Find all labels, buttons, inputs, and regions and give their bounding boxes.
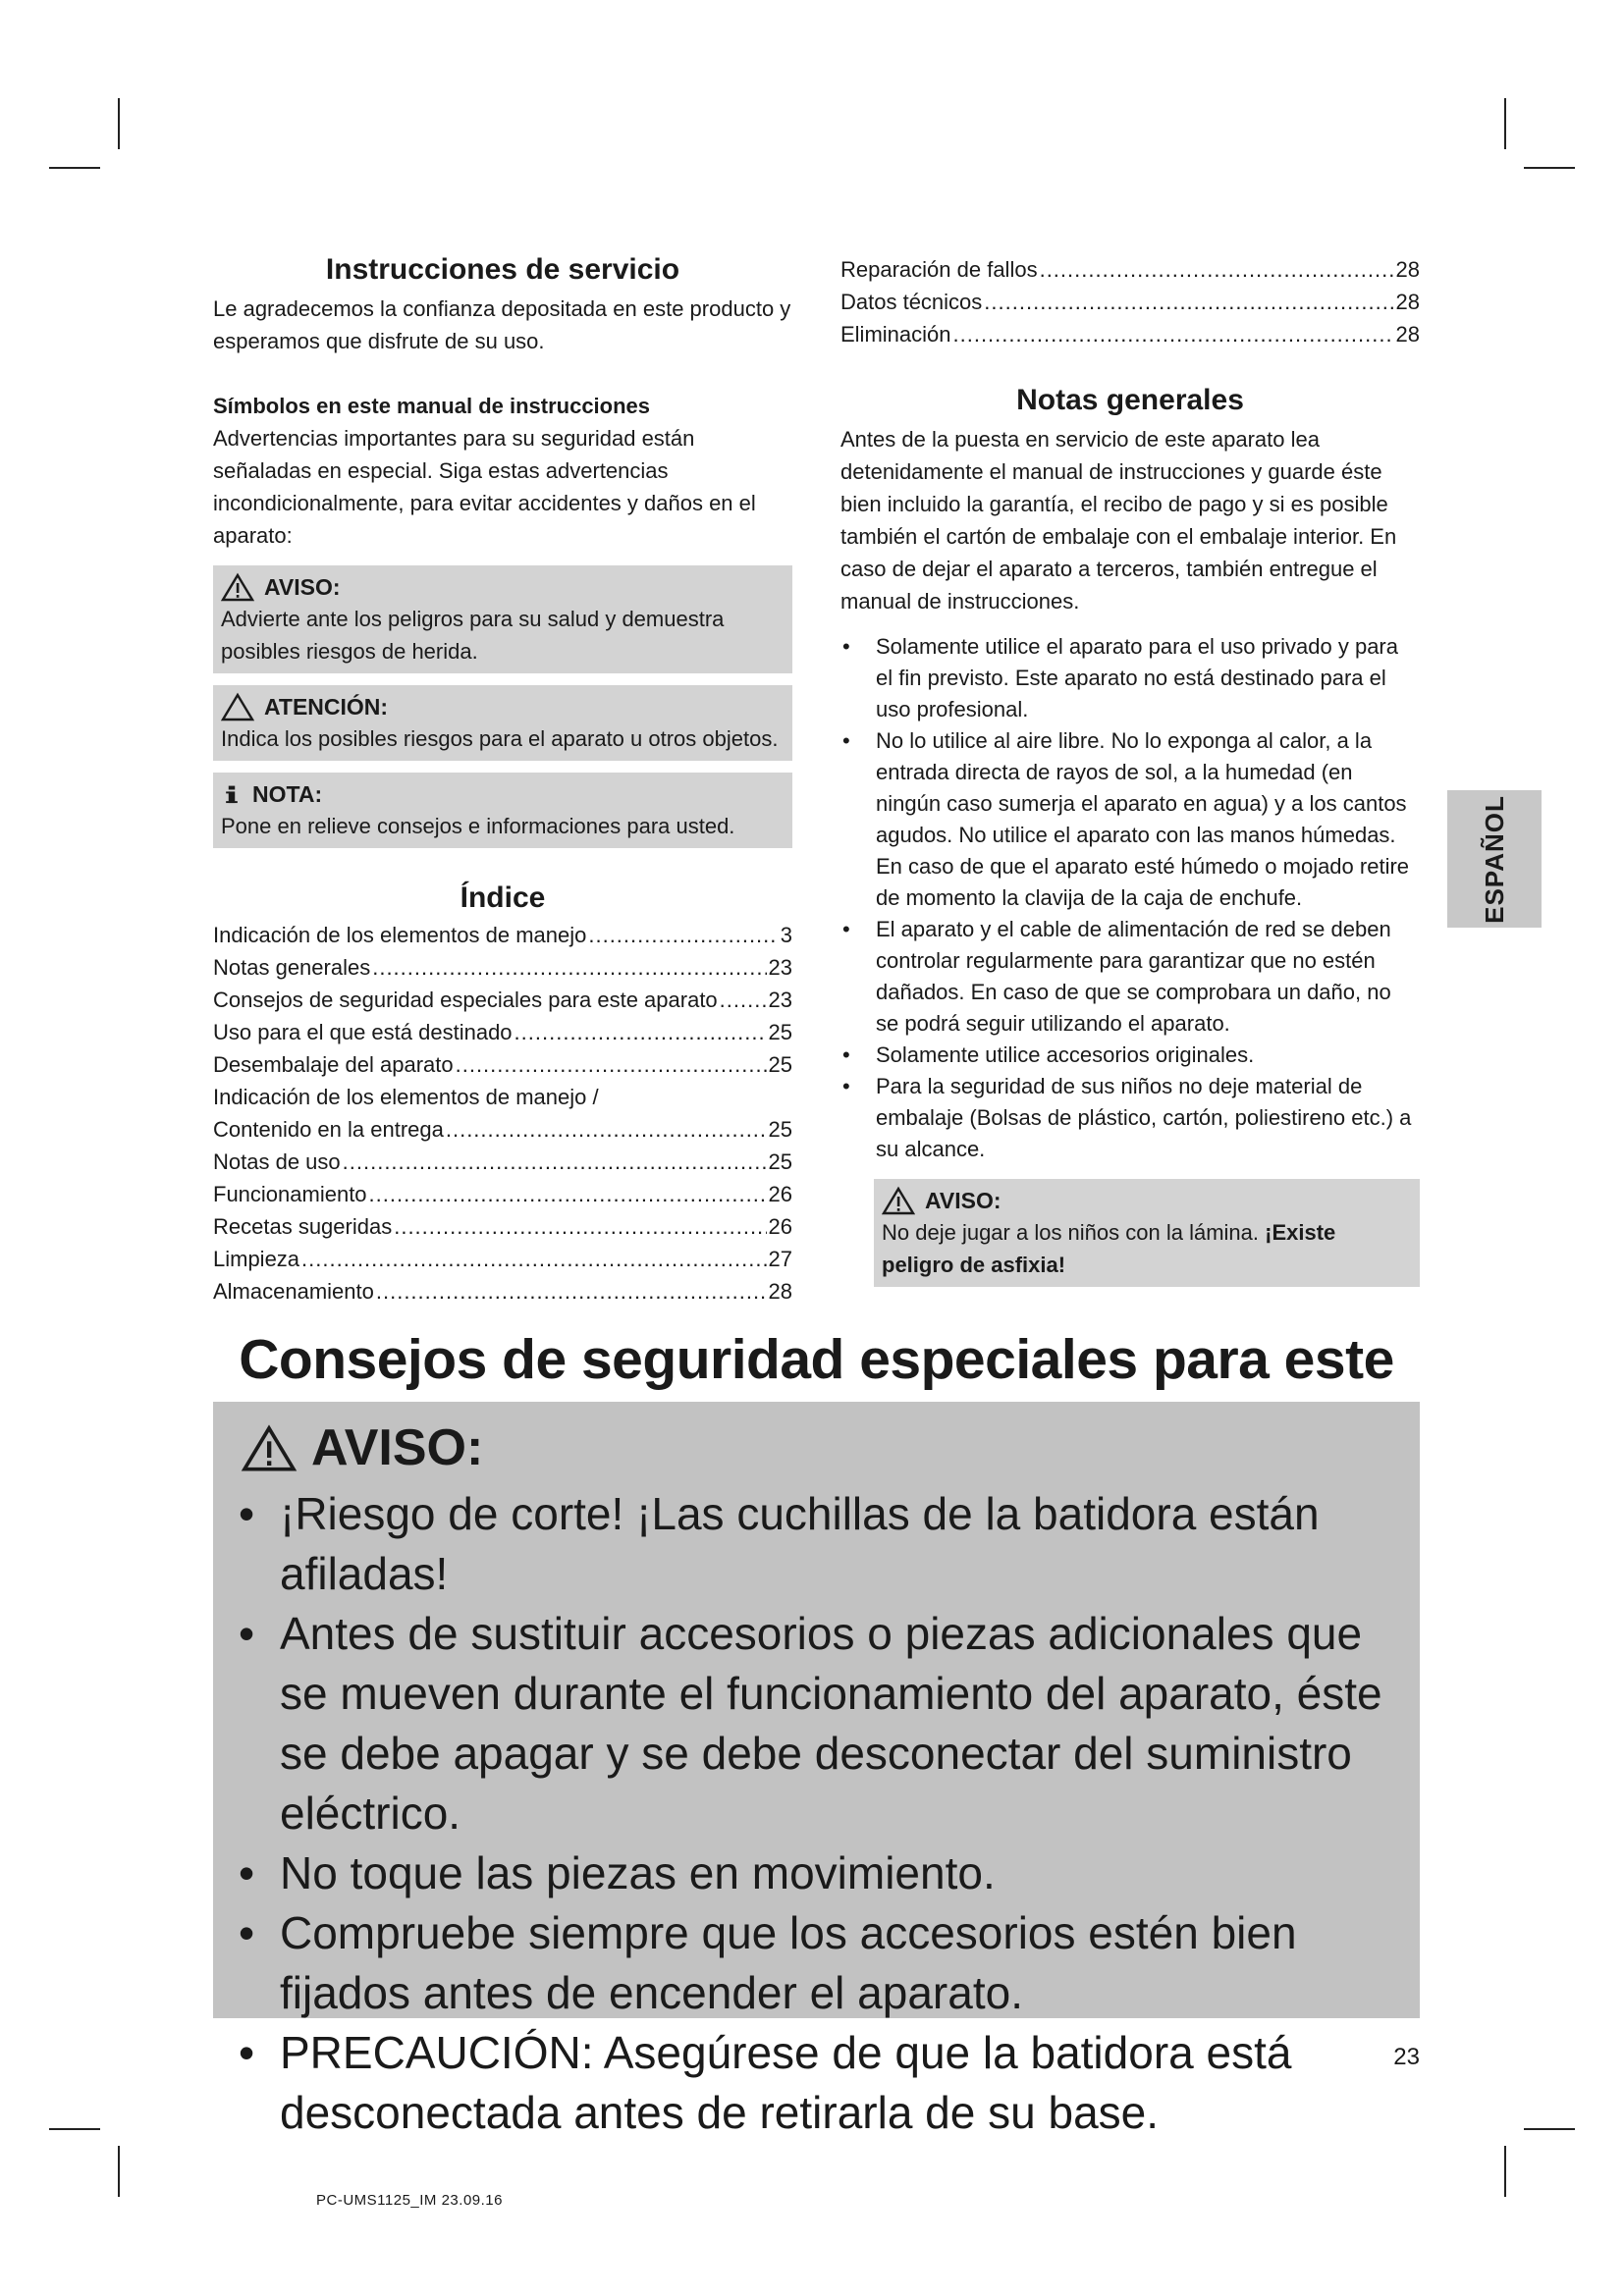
crop-mark — [1504, 2146, 1506, 2197]
index-title: Índice — [460, 881, 546, 914]
language-tab — [1447, 790, 1542, 928]
list-item: • No toque las piezas en movimiento. — [227, 1843, 1406, 1903]
list-item: • ¡Riesgo de corte! ¡Las cuchillas de la batidora están afiladas! — [227, 1484, 1406, 1604]
index-entry: Contenido en la entrega ..... 25 — [213, 1113, 792, 1146]
notes-aviso-bold: ¡Existe peligro de asfixia! — [882, 1220, 1336, 1277]
index-list-continued — [840, 253, 1420, 350]
index-entry: Almacenamiento ..... 28 — [213, 1275, 792, 1308]
safety-heading: AVISO: — [311, 1419, 484, 1476]
notes-aviso-text: No deje jugar a los niños con la lámina. — [882, 1220, 1266, 1245]
crop-mark — [1524, 167, 1575, 169]
notes-text: Antes de la puesta en servicio de este aparato lea detenidamente el manual de instrucciones y guarde éste bien incluido la garantía, el recibo de pago y si es posible también el cartón de embalaje con el embalaje interior. En caso de dejar el aparato a terceros, también entregue el manual de instrucciones. — [840, 427, 1397, 614]
index-entry: Consejos de seguridad especiales para este aparato ..... 23 — [213, 984, 792, 1016]
list-item: • Antes de sustituir accesorios o piezas adicionales que se mueven durante el funcionamiento del aparato, éste se debe apagar y se debe desconectar del suministro eléctrico. — [227, 1604, 1406, 1843]
aviso-text: Advierte ante los peligros para su salud y demuestra posibles riesgos de herida. — [221, 607, 725, 664]
index-entry: Indicación de los elementos de manejo / — [213, 1085, 599, 1109]
list-item: • Para la seguridad de sus niños no deje material de embalaje (Bolsas de plástico, cartón, poliestireno etc.) a su alcance. — [840, 1071, 1420, 1165]
index-entry: Uso para el que está destinado ..... 25 — [213, 1016, 792, 1048]
index-entry: Recetas sugeridas ..... 26 — [213, 1210, 792, 1243]
crop-mark — [1524, 2128, 1575, 2130]
footer-code: PC-UMS1125_IM 23.09.16 — [316, 2192, 503, 2209]
symbols-text: Advertencias importantes para su seguridad están señaladas en especial. Siga estas advertencias incondicionalmente, para evitar accidentes y daños en el aparato: — [213, 426, 756, 548]
nota-callout — [213, 773, 792, 848]
atencion-callout — [213, 685, 792, 761]
intro-title: Instrucciones de servicio — [325, 253, 680, 286]
warning-triangle-icon — [882, 1186, 915, 1215]
index-entry: Notas generales ..... 23 — [213, 951, 792, 984]
intro-section — [213, 293, 792, 357]
info-icon — [221, 779, 243, 809]
atencion-text: Indica los posibles riesgos para el aparato u otros objetos. — [221, 726, 779, 751]
list-item: • Solamente utilice accesorios originales. — [840, 1040, 1420, 1071]
index-entry: Eliminación ..... 28 — [840, 318, 1420, 350]
right-column — [840, 253, 1420, 1287]
language-tab-label: ESPAÑOL — [1479, 794, 1509, 924]
crop-mark — [118, 2146, 120, 2197]
index-entry: Reparación de fallos ..... 28 — [840, 253, 1420, 286]
warning-triangle-icon — [241, 1423, 298, 1472]
list-item: • El aparato y el cable de alimentación de red se deben controlar regularmente para garantizar que no estén dañados. En caso de que se comprobara un daño, no se podrá seguir utilizando el aparato. — [840, 914, 1420, 1040]
aviso-title: AVISO: — [264, 574, 341, 600]
left-column — [213, 253, 792, 1308]
list-item: • No lo utilice al aire libre. No lo exponga al calor, a la entrada directa de rayos de sol, a la humedad (en ningún caso sumerja el aparato en agua) y a los cantos agudos. No utilice el aparato con las manos húmedas. En caso de que el aparato esté húmedo o mojado retire de momento la clavija de la caja de enchufe. — [840, 725, 1420, 914]
atencion-title: ATENCIÓN: — [264, 694, 389, 720]
index-entry: Limpieza ..... 27 — [213, 1243, 792, 1275]
page-number: 23 — [1393, 2044, 1420, 2070]
intro-text: Le agradecemos la confianza depositada en este producto y esperamos que disfrute de su uso. — [213, 296, 791, 353]
crop-mark — [1504, 98, 1506, 149]
safety-title: Consejos de seguridad especiales para este — [239, 1328, 1394, 1391]
symbols-heading: Símbolos en este manual de instrucciones — [213, 394, 651, 418]
index-list — [213, 919, 792, 1308]
nota-title: NOTA: — [252, 781, 323, 807]
list-item: • Compruebe siempre que los accesorios estén bien fijados antes de encender el aparato. — [227, 1903, 1406, 2023]
index-entry: Indicación de los elementos de manejo ..... 3 — [213, 919, 792, 951]
index-entry: Notas de uso ..... 25 — [213, 1146, 792, 1178]
caution-triangle-icon — [221, 692, 254, 721]
index-entry: Datos técnicos ..... 28 — [840, 286, 1420, 318]
crop-mark — [118, 98, 120, 149]
aviso-callout — [213, 565, 792, 673]
notes-title: Notas generales — [1016, 384, 1244, 416]
safety-bullets — [227, 1484, 1406, 2143]
crop-mark — [49, 167, 100, 169]
notes-bullets — [840, 631, 1420, 1165]
notes-aviso-callout — [874, 1179, 1420, 1287]
warning-triangle-icon — [221, 572, 254, 602]
list-item: • PRECAUCIÓN: Asegúrese de que la batidora está desconectada antes de retirarla de su base. — [227, 2023, 1406, 2143]
notes-aviso-title: AVISO: — [925, 1188, 1001, 1213]
nota-text: Pone en relieve consejos e informaciones para usted. — [221, 814, 735, 838]
index-entry: Funcionamiento ..... 26 — [213, 1178, 792, 1210]
index-entry: Desembalaje del aparato ..... 25 — [213, 1048, 792, 1081]
notes-section — [840, 423, 1420, 617]
list-item: • Solamente utilice el aparato para el uso privado y para el fin previsto. Este aparato no está destinado para el uso profesional. — [840, 631, 1420, 725]
crop-mark — [49, 2128, 100, 2130]
